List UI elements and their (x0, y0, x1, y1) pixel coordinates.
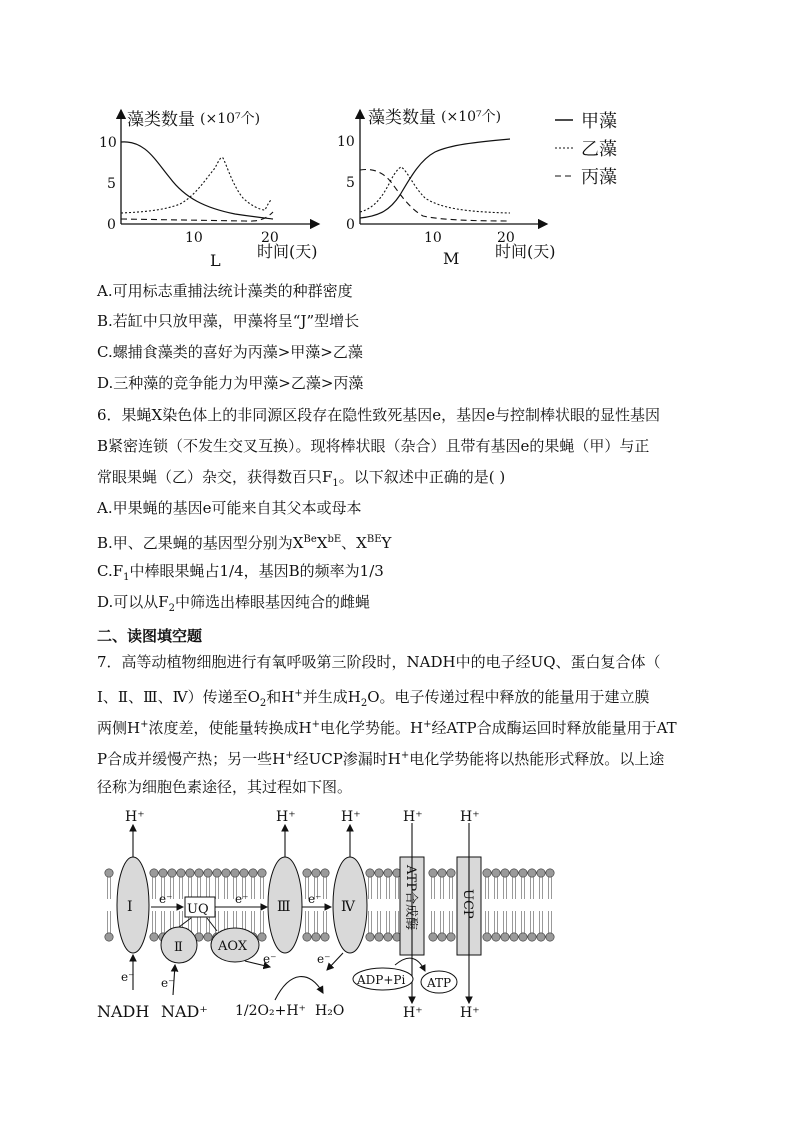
h-top-3: H⁺ (276, 809, 296, 825)
lipid-head (366, 933, 374, 941)
h2o-label: H₂O (315, 1003, 345, 1019)
lipid-head (519, 869, 527, 877)
lipid-head (429, 869, 437, 877)
h-bottom-atp: H⁺ (403, 1005, 423, 1021)
q6-option-c (97, 561, 384, 588)
ucp-label: UCP (460, 889, 475, 919)
chart-m-panel-label-m: M (443, 249, 460, 268)
e-nad: e⁻ (161, 976, 175, 990)
lipid-head (501, 933, 509, 941)
h-top-atp: H⁺ (403, 809, 423, 825)
q6-option-d (97, 592, 370, 619)
lipid-head (249, 869, 257, 877)
e-aox: e⁻ (263, 952, 277, 966)
lipid-head (213, 869, 221, 877)
lipid-head (384, 869, 392, 877)
q7-l3-d: 经ATP合成酶运回时释放能量用于AT (431, 719, 677, 737)
lipid-head (204, 933, 212, 941)
q7-l2-sub: 2 (259, 698, 267, 709)
lipid-head (519, 933, 527, 941)
lipid-head (528, 933, 536, 941)
adp-pi-label: ADP+Pi (357, 973, 406, 987)
h-bottom-ucp: H⁺ (460, 1005, 480, 1021)
q7-line2 (97, 684, 650, 714)
lipid-head (240, 869, 248, 877)
q7-l4-sup2: + (400, 750, 410, 761)
q7-line3 (97, 715, 677, 738)
lipid-head (204, 869, 212, 877)
q7-l3-sup2: + (311, 719, 320, 730)
lipid-head (186, 869, 194, 877)
q7-l2-d: O。电子传递过程中释放的能量用于建立膜 (367, 688, 650, 706)
q6-stem-line3 (97, 467, 505, 494)
q7-line4 (97, 746, 664, 769)
lipid-head (105, 869, 113, 877)
complex-1-label: Ⅰ (127, 899, 133, 915)
q6-stem3-sub: 1 (332, 478, 339, 489)
chart-l-series-yi (121, 157, 271, 213)
lipid-head (177, 869, 185, 877)
legend-bing: 丙藻 (581, 167, 617, 188)
nadh-label: NADH (97, 1002, 150, 1021)
q6-option-b (97, 530, 391, 553)
lipid-head (429, 933, 437, 941)
q7-l4-b: 经UCP渗漏时H (293, 750, 401, 768)
chart-l-ytick-5: 5 (107, 176, 116, 192)
lipid-head (537, 933, 545, 941)
atp-label: ATP (427, 976, 452, 990)
chart-l-xlabel: 时间(天) (257, 242, 318, 261)
q6-optc-sub: 1 (123, 572, 130, 583)
q6-optb-s1: Be (303, 534, 317, 545)
q7-line5: 径称为细胞色素途径，其过程如下图。 (97, 778, 353, 796)
lipid-head (447, 933, 455, 941)
q7-l2-c: 并生成H (302, 688, 361, 706)
lipid-head (321, 933, 329, 941)
lipid-head (258, 933, 266, 941)
chart-l (99, 110, 319, 270)
q6-optd-pre: D.可以从F (97, 593, 169, 611)
chart-l-series-jia (121, 142, 273, 219)
q6-optc-pre: C.F (97, 562, 124, 580)
e-nadh: e⁻ (121, 970, 135, 984)
lipid-head (159, 869, 167, 877)
q6-optb-x2: X (316, 534, 328, 552)
e-4: e⁻ (317, 952, 331, 966)
complex-3-label: Ⅲ (277, 899, 291, 915)
q7-l3-b: 浓度差，使能量转换成H (148, 719, 312, 737)
chart-l-ytick-0: 0 (107, 217, 116, 233)
chart-l-ylabel: 藻类数量 (127, 110, 195, 130)
lipid-head (447, 869, 455, 877)
algae-charts (95, 100, 655, 270)
q7-line1: 7．高等动植物细胞进行有氧呼吸第三阶段时，NADH中的电子经UQ、蛋白复合体（ (97, 653, 661, 671)
chart-m-yunit: (×10⁷个) (441, 109, 502, 125)
q7-l2-sup: + (294, 688, 303, 699)
chart-m-ytick-5: 5 (346, 175, 355, 191)
e-3: e⁻ (308, 892, 322, 906)
section-heading: 二、读图填空题 (97, 627, 203, 645)
lipid-head (438, 933, 446, 941)
lipid-head (483, 933, 491, 941)
q7-l3-a: 两侧H (97, 719, 141, 737)
chart-m-ytick-10: 10 (337, 134, 355, 150)
lipid-head (150, 933, 158, 941)
q6-optb-pre: B.甲、乙果蝇的基因型分别为X (97, 534, 304, 552)
lipid-head (546, 869, 554, 877)
lipid-head (231, 869, 239, 877)
chart-m-xtick-20: 20 (497, 230, 515, 246)
lipid-head (510, 933, 518, 941)
q6-optb-s3: BE (366, 534, 382, 545)
atp-synthase-label: ATP合成酶 (403, 865, 418, 931)
lipid-head (375, 933, 383, 941)
chart-l-xtick-20: 20 (261, 230, 279, 246)
aox-label: AOX (218, 939, 248, 954)
lipid-head (384, 933, 392, 941)
lipid-head (375, 869, 383, 877)
legend-jia: 甲藻 (581, 111, 617, 132)
lipid-head (150, 869, 158, 877)
chart-m-series-jia (360, 139, 510, 218)
lipid-head (528, 869, 536, 877)
lipid-head (366, 869, 374, 877)
lipid-head (168, 869, 176, 877)
lipid-head (438, 869, 446, 877)
chart-m-xlabel: 时间(天) (495, 242, 556, 261)
q5-option-d: D.三种藻的竞争能力为甲藻>乙藻>丙藻 (97, 374, 364, 392)
h-top-ucp: H⁺ (460, 809, 480, 825)
chart-m-ytick-0: 0 (346, 217, 355, 233)
lipid-head (303, 933, 311, 941)
q6-option-a: A.甲果蝇的基因e可能来自其父本或母本 (97, 499, 362, 517)
lipid-head (492, 869, 500, 877)
q6-stem-line2: B紧密连锁（不发生交叉互换）。现将棒状眼（杂合）且带有基因e的果蝇（甲）与正 (97, 437, 650, 455)
q5-option-a: A.可用标志重捕法统计藻类的种群密度 (97, 282, 353, 300)
q6-stem3-a: 常眼果蝇（乙）杂交，获得数百只F (97, 468, 333, 486)
q5-option-c: C.螺捕食藻类的喜好为丙藻>甲藻>乙藻 (97, 343, 363, 361)
chart-m-xtick-10: 10 (424, 230, 442, 246)
q7-l2-b: 和H (266, 688, 295, 706)
q6-optb-mid: 、X (341, 534, 367, 552)
q7-l2-sub2: 2 (360, 698, 368, 709)
o2-label: 1/2O₂+H⁺ (235, 1003, 306, 1019)
complex-1 (117, 857, 149, 953)
lipid-head (105, 933, 113, 941)
lipid-head (195, 869, 203, 877)
nad-label: NAD⁺ (161, 1002, 208, 1021)
q7-l4-sup1: + (285, 750, 294, 761)
chart-l-ytick-10: 10 (99, 135, 117, 151)
q7-l3-sup1: + (140, 719, 149, 730)
complex-2-label: Ⅱ (174, 940, 183, 955)
lipid-head (321, 869, 329, 877)
lipid-head (546, 933, 554, 941)
lipid-head (492, 933, 500, 941)
legend-yi: 乙藻 (581, 139, 617, 160)
complex-4-label: Ⅳ (341, 899, 355, 915)
h-top-1: H⁺ (125, 809, 145, 825)
lipid-head (537, 869, 545, 877)
h-top-4: H⁺ (341, 809, 361, 825)
e-2: e⁻ (235, 892, 249, 906)
lipid-head (483, 869, 491, 877)
uq-label: UQ (187, 902, 209, 917)
q6-optb-s2: bE (327, 534, 342, 545)
q6-stem-line1: 6．果蝇X染色体上的非同源区段存在隐性致死基因e，基因e与控制棒状眼的显性基因 (97, 406, 660, 424)
lipid-head (258, 869, 266, 877)
lipid-head (510, 869, 518, 877)
q7-l2-a: Ⅰ、Ⅱ、Ⅲ、Ⅳ）传递至O (97, 688, 260, 706)
chart-m-ylabel: 藻类数量 (368, 108, 436, 128)
q7-l4-a: P合成并缓慢产热；另一些H (97, 750, 286, 768)
lipid-head (501, 869, 509, 877)
q6-optd-post: 中筛选出棒眼基因纯合的雌蝇 (175, 593, 371, 611)
q6-optc-post: 中棒眼果蝇占1/4，基因B的频率为1/3 (129, 562, 384, 580)
q6-optd-sub: 2 (168, 603, 176, 614)
electron-transport-diagram (95, 805, 615, 1025)
e-1: e⁻ (159, 892, 173, 906)
q7-l4-c: 电化学势能将以热能形式释放。以上途 (409, 750, 665, 768)
lipid-head (222, 869, 230, 877)
chart-l-panel-label: L (210, 251, 221, 270)
q7-l3-c: 电化学势能。H (319, 719, 424, 737)
q6-stem3-b: 。以下叙述中正确的是( ) (338, 468, 506, 486)
lipid-head (303, 869, 311, 877)
chart-l-yunit: (×10⁷个) (200, 111, 261, 127)
chart-legend (555, 111, 617, 188)
q5-option-b: B.若缸中只放甲藻，甲藻将呈“J”型增长 (97, 312, 360, 330)
lipid-head (312, 869, 320, 877)
q7-l3-sup3: + (423, 719, 432, 730)
lipid-head (312, 933, 320, 941)
q6-optb-end: Y (381, 534, 392, 552)
chart-l-xtick-10: 10 (185, 230, 203, 246)
